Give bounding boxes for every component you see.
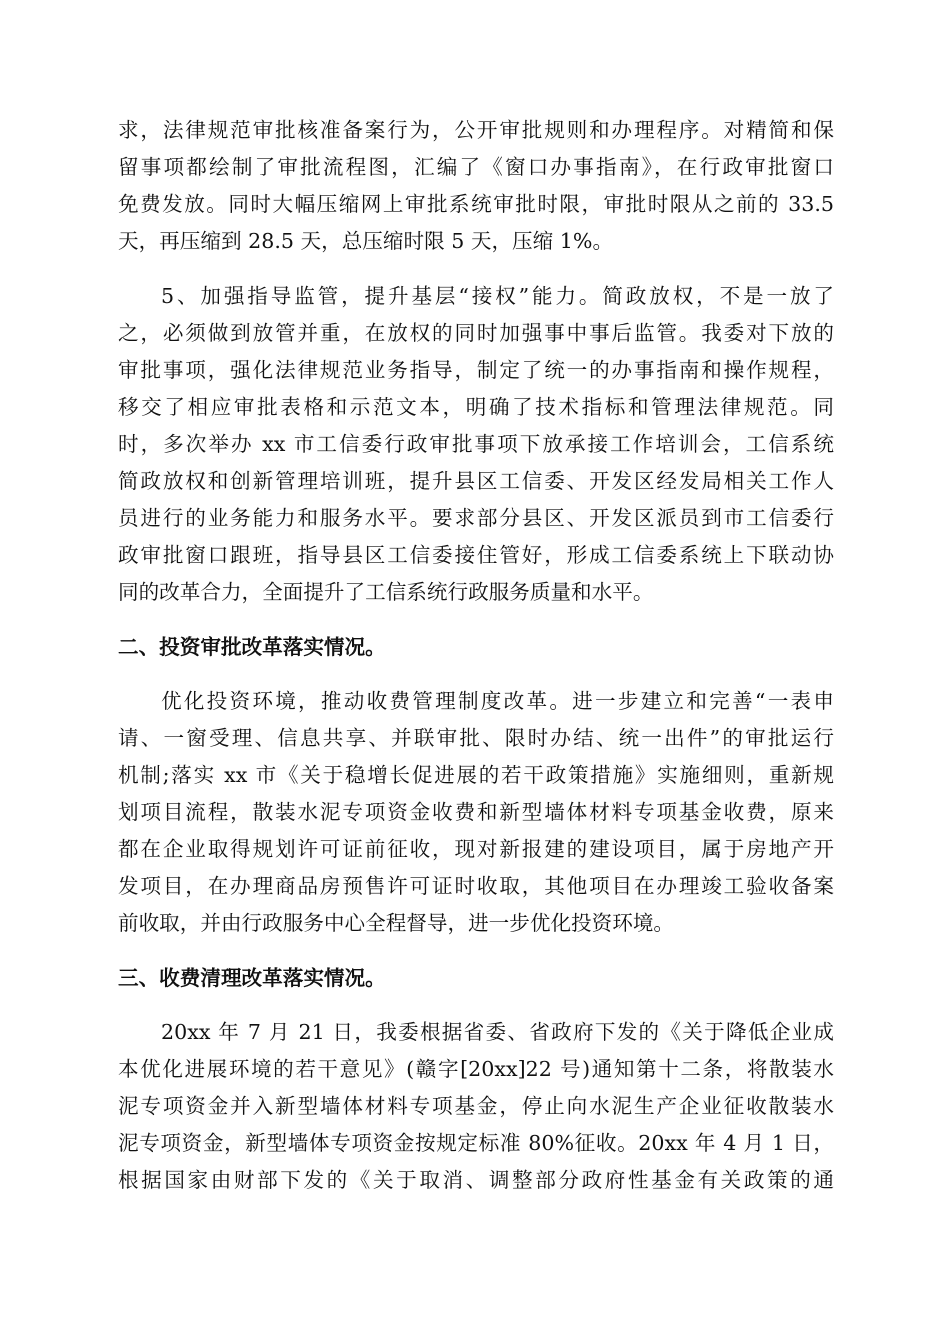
text-line: 政审批窗口跟班，指导县区工信委接住管好，形成工信委系统上下联动协: [118, 543, 834, 567]
paragraph-investment-environment: [118, 683, 834, 942]
paragraph-approval-process: [118, 112, 834, 260]
text-line: 泥专项资金并入新型墙体材料专项基金，停止向水泥生产企业征收散装水: [118, 1094, 834, 1118]
paragraph-spacer: [118, 611, 834, 629]
text-line: 根据国家由财部下发的《关于取消、调整部分政府性基金有关政策的通: [118, 1168, 834, 1192]
paragraph-spacer: [118, 260, 834, 278]
text-line: 机制;落实 xx 市《关于稳增长促进展的若干政策措施》实施细则，重新规: [118, 763, 834, 787]
text-line: 发项目，在办理商品房预售许可证时收取，其他项目在办理竣工验收备案: [118, 874, 834, 898]
text-line: 免费发放。同时大幅压缩网上审批系统审批时限，审批时限从之前的 33.5: [118, 192, 834, 216]
text-line: 划项目流程，散装水泥专项资金收费和新型墙体材料专项基金收费，原来: [118, 800, 834, 824]
text-line: 审批事项，强化法律规范业务指导，制定了统一的办事指南和操作规程，: [118, 358, 834, 382]
text-line: 天，再压缩到 28.5 天，总压缩时限 5 天，压缩 1%。: [118, 229, 614, 253]
paragraph-spacer: [118, 942, 834, 960]
text-line: 都在企业取得规划许可证前征收，现对新报建的建设项目，属于房地产开: [118, 837, 834, 861]
section-heading-investment-approval: 二、投资审批改革落实情况。: [118, 635, 386, 659]
text-line: 前收取，并由行政服务中心全程督导，进一步优化投资环境。: [118, 911, 675, 935]
paragraph-guidance-supervision: [118, 278, 834, 611]
text-line: 之，必须做到放管并重，在放权的同时加强事中事后监管。我委对下放的: [118, 321, 834, 345]
text-line: 留事项都绘制了审批流程图，汇编了《窗口办事指南》，在行政审批窗口: [118, 155, 834, 179]
document-body: [118, 112, 834, 1199]
text-line: 优化投资环境，推动收费管理制度改革。进一步建立和完善“一表申: [161, 689, 834, 713]
paragraph-spacer: [118, 997, 834, 1014]
text-line: 5、加强指导监管，提升基层“接权”能力。简政放权，不是一放了: [161, 284, 834, 308]
text-line: 员进行的业务能力和服务水平。要求部分县区、开发区派员到市工信委行: [118, 506, 834, 530]
text-line: 20xx 年 7 月 21 日，我委根据省委、省政府下发的《关于降低企业成: [161, 1020, 834, 1044]
text-line: 简政放权和创新管理培训班，提升县区工信委、开发区经发局相关工作人: [118, 469, 834, 493]
text-line: 移交了相应审批表格和示范文本，明确了技术指标和管理法律规范。同: [118, 395, 834, 419]
section-heading-fee-clearance: 三、收费清理改革落实情况。: [118, 966, 386, 990]
text-line: 求，法律规范审批核准备案行为，公开审批规则和办理程序。对精简和保: [118, 118, 834, 142]
text-line: 时，多次举办 xx 市工信委行政审批事项下放承接工作培训会，工信系统: [118, 432, 834, 456]
paragraph-spacer: [118, 666, 834, 683]
paragraph-fee-reform: [118, 1014, 834, 1199]
text-line: 泥专项资金，新型墙体专项资金按规定标准 80%征收。20xx 年 4 月 1 日，: [118, 1131, 834, 1155]
text-line: 本优化进展环境的若干意见》(赣字[20xx]22 号)通知第十二条，将散装水: [118, 1057, 834, 1081]
text-line: 请、一窗受理、信息共享、并联审批、限时办结、统一出件”的审批运行: [118, 726, 834, 750]
text-line: 同的改革合力，全面提升了工信系统行政服务质量和水平。: [118, 580, 654, 604]
